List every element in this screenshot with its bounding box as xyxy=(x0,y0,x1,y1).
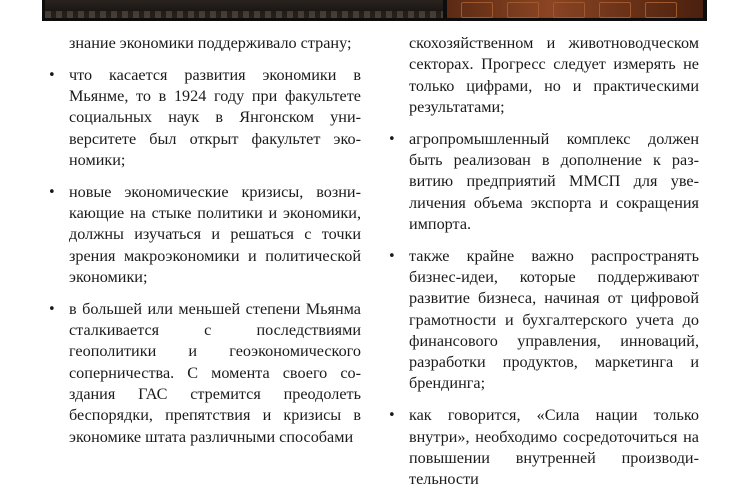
list-item xyxy=(388,246,699,395)
list-item-text: что касается развития экономики в Мьянме, то в 1924 году при факультете социальных наук в Янгонском университете был открыт факультет экономики; xyxy=(69,65,361,169)
right-column xyxy=(388,33,699,490)
list-item xyxy=(48,299,361,448)
list-item xyxy=(48,182,361,288)
continued-paragraph: скохозяйственном и животноводческом секторах. Прогресс следует измерять не только цифрами, но и практическими результатами; xyxy=(409,34,699,116)
bullet-icon: • xyxy=(48,301,56,317)
list-item xyxy=(48,65,361,171)
bullet-list xyxy=(48,65,361,448)
bullet-icon: • xyxy=(388,408,396,424)
conference-hall-photo xyxy=(45,0,443,18)
list-item xyxy=(388,129,699,235)
continued-paragraph: знание экономики поддерживало страну; xyxy=(69,34,352,52)
header-photo-strip xyxy=(42,0,707,21)
bullet-icon: • xyxy=(48,184,56,200)
bullet-icon: • xyxy=(388,131,396,147)
list-item-text: агропромышленный комплекс должен быть реализован в дополнение к развитию предприятий ММСП для увеличения объема экспорта и сокращения импорта. xyxy=(409,129,699,233)
list-item-text: в большей или меньшей степени Мьянма сталкивается с последствиями геополитики и геоэкономического соперничества. С момента своего создания ГАС стремится преодолеть беспорядки, препятствия и кризисы в экономике штата различными способами xyxy=(69,299,361,446)
list-item xyxy=(388,405,699,490)
list-item-text: как говорится, «Сила нации только внутри», необходимо сосредоточиться на повышении внутренней производительности xyxy=(409,406,699,489)
bullet-list xyxy=(388,129,699,490)
list-item-text: также крайне важно распространять бизнес-идеи, которые поддерживают развитие бизнеса, начиная от цифровой грамотности и бухгалтерского учета до финансового управления, инноваций, разработки продуктов, маркетинга и брендинга; xyxy=(409,246,699,393)
left-column xyxy=(48,33,361,448)
bullet-icon: • xyxy=(388,248,396,264)
wood-panel-hall-photo xyxy=(447,0,703,18)
list-item-text: новые экономические кризисы, возникающие на стыке политики и экономики, должны изучаться и решаться с точки зрения макроэкономики и политической экономики; xyxy=(69,182,361,286)
bullet-icon: • xyxy=(48,67,56,83)
